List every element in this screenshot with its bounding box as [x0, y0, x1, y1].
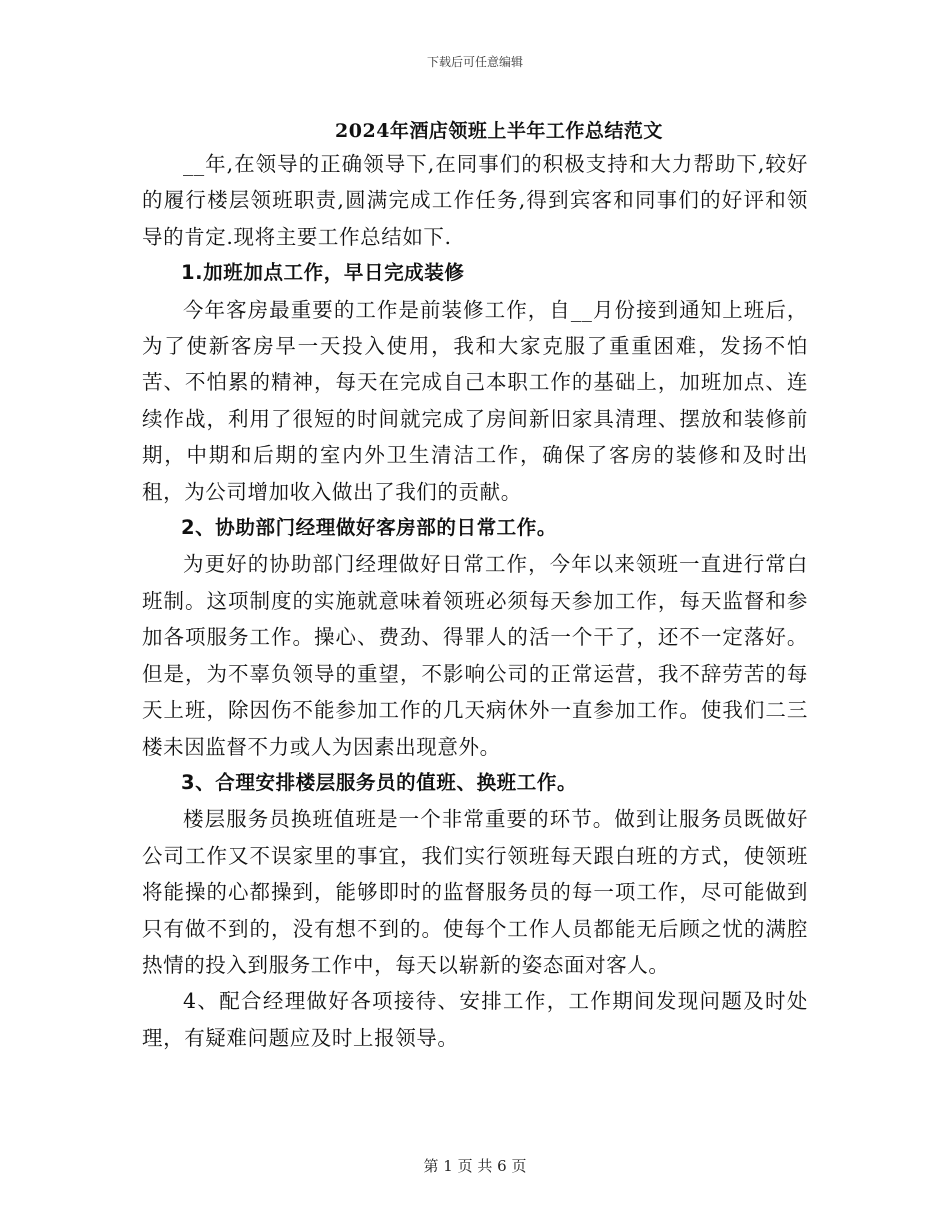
section-heading-3: 3、合理安排楼层服务员的值班、换班工作。: [181, 770, 578, 794]
document-title: 2024年酒店领班上半年工作总结范文: [335, 120, 663, 142]
closing-paragraph: 4、配合经理做好各项接待、安排工作，工作期间发现问题及时处理，有疑难问题应及时上报领导。: [142, 989, 808, 1050]
page-number: 第 1 页 共 6 页: [423, 1157, 527, 1175]
section-heading-2: 2、协助部门经理做好客房部的日常工作。: [181, 516, 557, 540]
section-heading-1: 1.加班加点工作，早日完成装修: [181, 261, 465, 285]
section-body-2: 为更好的协助部门经理做好日常工作，今年以来领班一直进行常白班制。这项制度的实施就意味着领班必须每天参加工作，每天监督和参加各项服务工作。操心、费劲、得罪人的活一个干了，还不一定落好。但是，为不辜负领导的重望，不影响公司的正常运营，我不辞劳苦的每天上班，除因伤不能参加工作的几天病休外一直参加工作。使我们二三楼未因监督不力或人为因素出现意外。: [142, 552, 808, 759]
section-body-3: 楼层服务员换班值班是一个非常重要的环节。做到让服务员既做好公司工作又不误家里的事宜，我们实行领班每天跟白班的方式，使领班将能操的心都操到，能够即时的监督服务员的每一项工作，尽可能做到只有做不到的，没有想不到的。使每个工作人员都能无后顾之忧的满腔热情的投入到服务工作中，每天以崭新的姿态面对客人。: [142, 807, 808, 977]
intro-paragraph: __年,在领导的正确领导下,在同事们的积极支持和大力帮助下,较好的履行楼层领班职责,圆满完成工作任务,得到宾客和同事们的好评和领导的肯定.现将主要工作总结如下.: [142, 152, 808, 249]
section-body-1: 今年客房最重要的工作是前装修工作，自__月份接到通知上班后，为了使新客房早一天投入使用，我和大家克服了重重困难，发扬不怕苦、不怕累的精神，每天在完成自己本职工作的基础上，加班加点、连续作战，利用了很短的时间就完成了房间新旧家具清理、摆放和装修前期，中期和后期的室内外卫生清洁工作，确保了客房的装修和及时出租，为公司增加收入做出了我们的贡献。: [142, 297, 808, 504]
header-note: 下载后可任意编辑: [426, 55, 523, 69]
document-body: [142, 146, 808, 1056]
